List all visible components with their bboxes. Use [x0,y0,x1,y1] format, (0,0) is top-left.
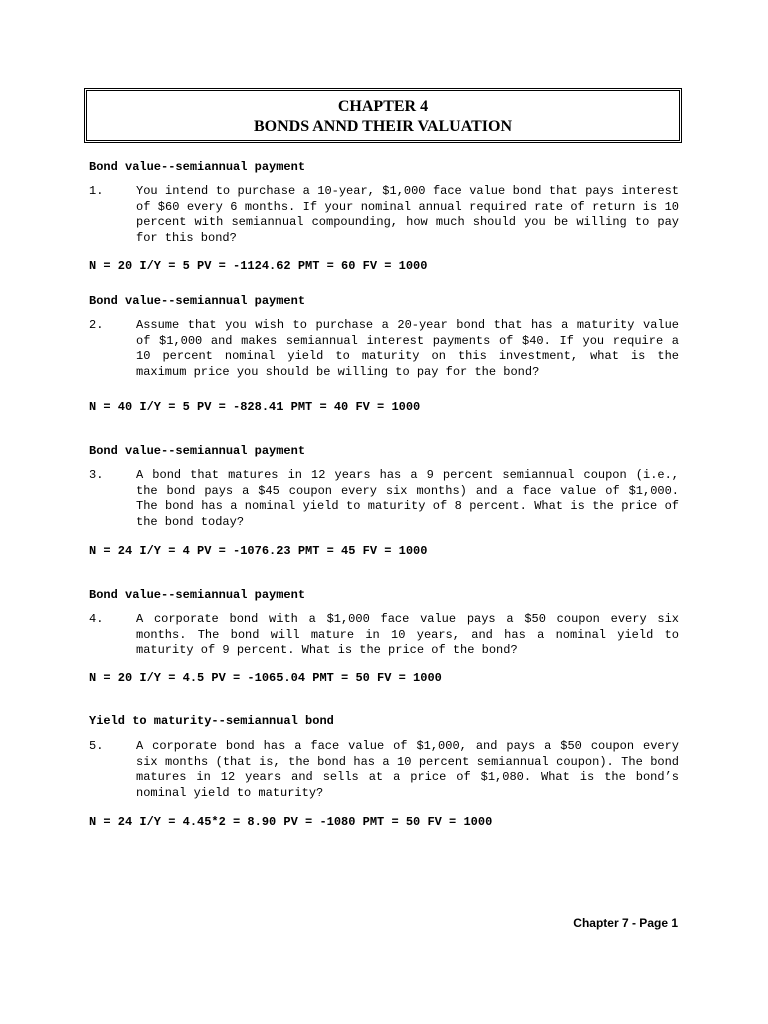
problem-4-heading: Bond value--semiannual payment [89,588,306,602]
problem-5-answer: N = 24 I/Y = 4.45*2 = 8.90 PV = -1080 PMT = 50 FV = 1000 [89,815,493,829]
problem-2-number: 2. [89,318,104,332]
problem-2-text: Assume that you wish to purchase a 20-year bond that has a maturity value of $1,000 and makes semiannual interest payments of $40. If you require a 10 percent nominal yield to maturity on this investment, what is the maximum price you should be willing to pay for the bond? [136,318,679,379]
problem-2-heading: Bond value--semiannual payment [89,294,306,308]
problem-4-answer: N = 20 I/Y = 4.5 PV = -1065.04 PMT = 50 FV = 1000 [89,671,442,685]
problem-5-text: A corporate bond has a face value of $1,000, and pays a $50 coupon every six months (that is, the bond has a 10 percent semiannual coupon). The bond matures in 12 years and sells at a price of $1,080. What is the bond’s nominal yield to maturity? [136,739,679,800]
problem-4-text: A corporate bond with a $1,000 face value pays a $50 coupon every six months. The bond will mature in 10 years, and has a nominal yield to maturity of 9 percent. What is the price of the bond? [136,612,679,657]
problem-5 [89,739,679,801]
problem-1-text: You intend to purchase a 10-year, $1,000 face value bond that pays interest of $60 every 6 months. If your nominal annual required rate of return is 10 percent with semiannual compounding, how much should you be willing to pay for this bond? [136,184,679,245]
problem-4 [89,612,679,659]
chapter-number: CHAPTER 4 [337,98,429,115]
chapter-title: BONDS ANND THEIR VALUATION [254,118,512,135]
problem-3 [89,468,679,530]
problem-2-answer: N = 40 I/Y = 5 PV = -828.41 PMT = 40 FV = 1000 [89,400,421,414]
problem-5-number: 5. [89,739,104,753]
problem-4-number: 4. [89,612,104,626]
problem-1 [89,184,679,246]
problem-3-text: A bond that matures in 12 years has a 9 percent semiannual coupon (i.e., the bond pays a $45 coupon every six months) and a face value of $1,000. The bond has a nominal yield to maturity of 8 percent. What is the price of the bond today? [136,468,679,529]
chapter-title-box [84,88,682,143]
problem-3-heading: Bond value--semiannual payment [89,444,306,458]
page-footer: Chapter 7 - Page 1 [573,916,678,930]
problem-3-answer: N = 24 I/Y = 4 PV = -1076.23 PMT = 45 FV = 1000 [89,544,428,558]
problem-5-heading: Yield to maturity--semiannual bond [89,714,334,728]
problem-1-number: 1. [89,184,104,198]
problem-3-number: 3. [89,468,104,482]
problem-2 [89,318,679,380]
problem-1-answer: N = 20 I/Y = 5 PV = -1124.62 PMT = 60 FV = 1000 [89,259,428,273]
problem-1-heading: Bond value--semiannual payment [89,160,306,174]
